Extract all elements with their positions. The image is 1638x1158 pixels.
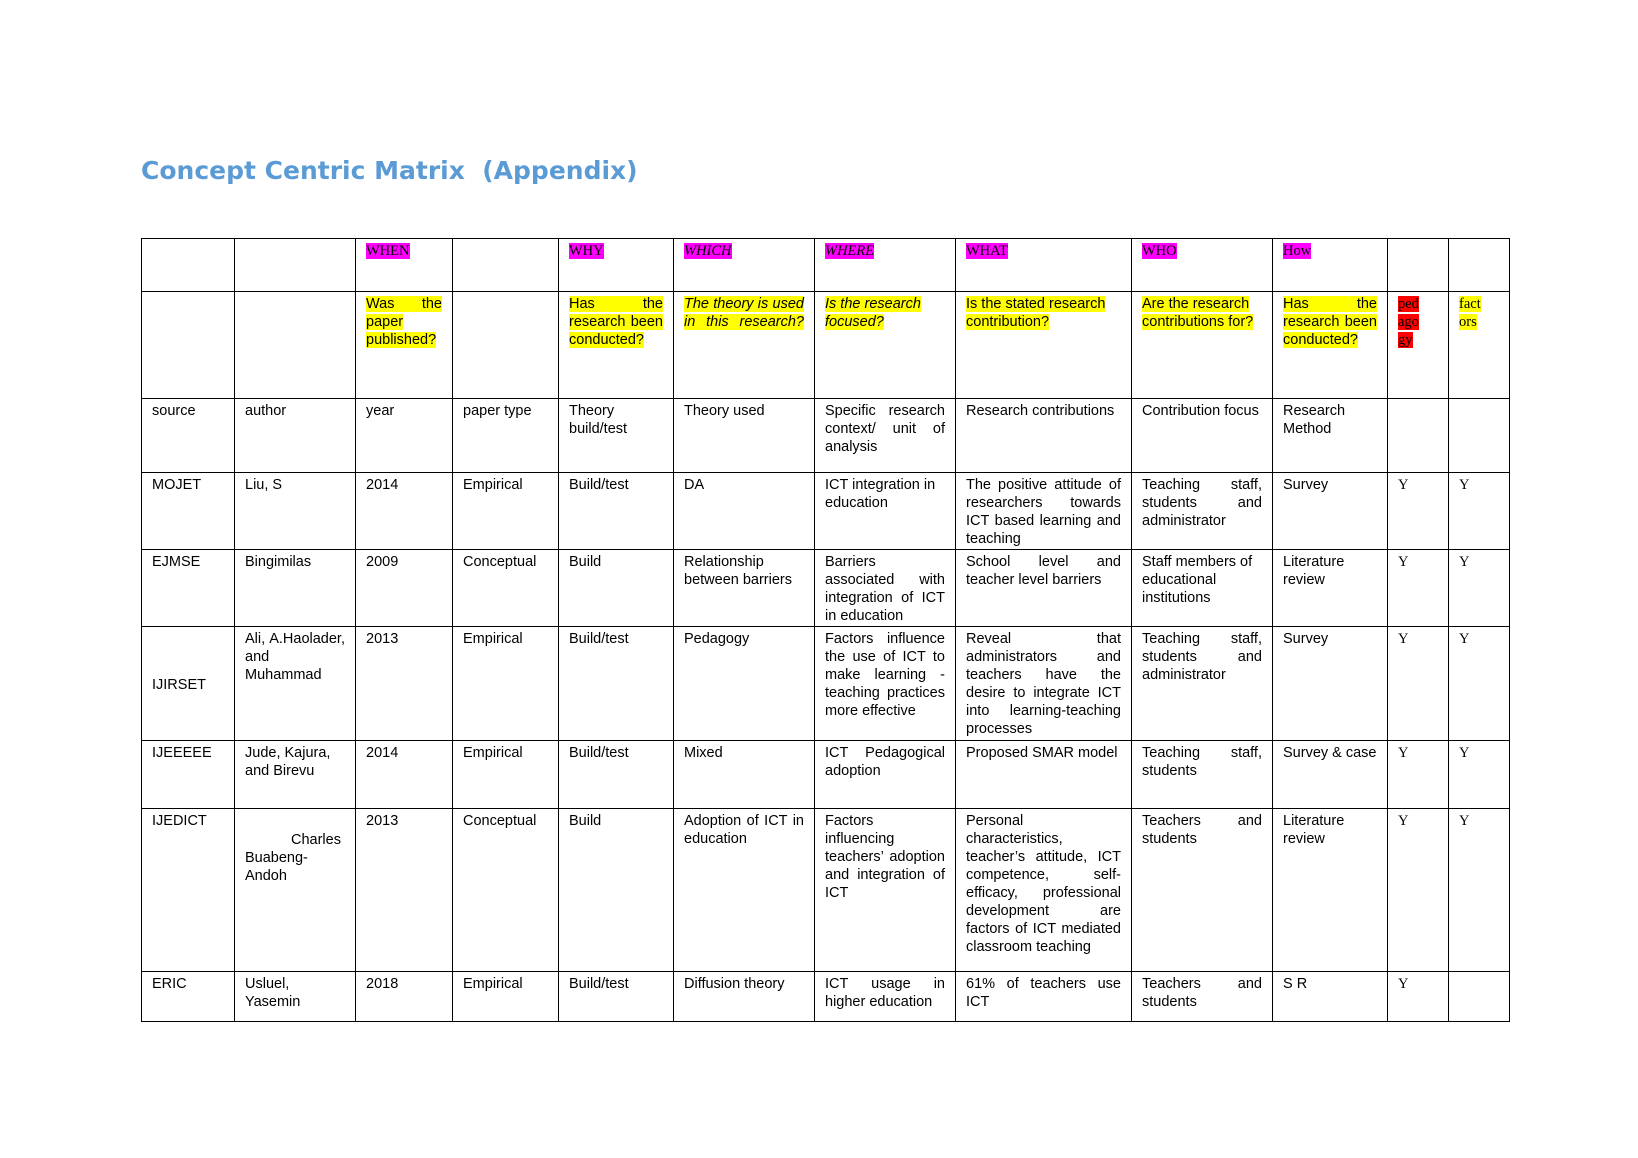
pedagogy-cell: Y — [1388, 473, 1449, 550]
theory-cell: Build — [559, 550, 674, 627]
col-contributions: Research contributions — [956, 399, 1132, 473]
theory-cell: Build/test — [559, 741, 674, 809]
table-row — [142, 550, 1510, 627]
factors-cell — [1449, 972, 1510, 1022]
type-cell: Conceptual — [453, 550, 559, 627]
context-cell: ICT integration in education — [815, 473, 956, 550]
contrib-cell: 61% of teachers use ICT — [956, 972, 1132, 1022]
header-what: WHAT — [956, 239, 1132, 292]
focus-cell: Teaching staff, students — [1132, 741, 1273, 809]
used-cell: Diffusion theory — [674, 972, 815, 1022]
col-author: author — [235, 399, 356, 473]
pedagogy-cell: Y — [1388, 550, 1449, 627]
author-cell: Jude, Kajura, and Birevu — [235, 741, 356, 809]
empty-cell — [142, 292, 235, 399]
focus-cell: Teachers and students — [1132, 972, 1273, 1022]
year-cell: 2009 — [356, 550, 453, 627]
empty-cell — [453, 239, 559, 292]
method-cell: Survey — [1273, 627, 1388, 741]
table-row — [142, 627, 1510, 741]
header-which: WHICH — [674, 239, 815, 292]
factors-cell: Y — [1449, 473, 1510, 550]
method-cell: S R — [1273, 972, 1388, 1022]
col-theory-used: Theory used — [674, 399, 815, 473]
subq-when: Was the paper published? — [356, 292, 453, 399]
col-paper-type: paper type — [453, 399, 559, 473]
year-cell: 2018 — [356, 972, 453, 1022]
year-cell: 2013 — [356, 627, 453, 741]
subq-how: Has the research been conducted? — [1273, 292, 1388, 399]
theory-cell: Build/test — [559, 473, 674, 550]
empty-cell — [235, 292, 356, 399]
context-cell: ICT usage in higher education — [815, 972, 956, 1022]
method-cell: Survey & case — [1273, 741, 1388, 809]
type-cell: Empirical — [453, 627, 559, 741]
context-cell: Factors influencing teachers’ adoption and integration of ICT — [815, 809, 956, 972]
context-cell: Factors influence the use of ICT to make learning - teaching practices more effective — [815, 627, 956, 741]
col-method: Research Method — [1273, 399, 1388, 473]
subq-factors: fact ors — [1449, 292, 1510, 399]
empty-cell — [1449, 239, 1510, 292]
subq-who: Are the research contributions for? — [1132, 292, 1273, 399]
method-cell: Survey — [1273, 473, 1388, 550]
author-cell: Ali, A.Haolader, and Muhammad — [235, 627, 356, 741]
col-context: Specific research context/ unit of analysis — [815, 399, 956, 473]
type-cell: Empirical — [453, 473, 559, 550]
author-cell: Charles Buabeng-Andoh — [235, 809, 356, 972]
contrib-cell: The positive attitude of researchers towards ICT based learning and teaching — [956, 473, 1132, 550]
empty-cell — [453, 292, 559, 399]
contrib-cell: Proposed SMAR model — [956, 741, 1132, 809]
empty-cell — [235, 239, 356, 292]
subquestion-row — [142, 292, 1510, 399]
used-cell: Pedagogy — [674, 627, 815, 741]
focus-cell: Teachers and students — [1132, 809, 1273, 972]
used-cell: Relationship between barriers — [674, 550, 815, 627]
col-year: year — [356, 399, 453, 473]
author-cell: Usluel, Yasemin — [235, 972, 356, 1022]
pedagogy-cell: Y — [1388, 741, 1449, 809]
theory-cell: Build — [559, 809, 674, 972]
factors-cell: Y — [1449, 741, 1510, 809]
context-cell: Barriers associated with integration of ICT in education — [815, 550, 956, 627]
column-header-row — [142, 399, 1510, 473]
source-cell: MOJET — [142, 473, 235, 550]
subq-pedagogy: ped ago gy — [1388, 292, 1449, 399]
source-cell: IJIRSET — [142, 627, 235, 741]
year-cell: 2013 — [356, 809, 453, 972]
theory-cell: Build/test — [559, 972, 674, 1022]
source-cell: IJEEEEE — [142, 741, 235, 809]
subq-what: Is the stated research contribution? — [956, 292, 1132, 399]
context-cell: ICT Pedagogical adoption — [815, 741, 956, 809]
focus-cell: Teaching staff, students and administrator — [1132, 473, 1273, 550]
subq-where: Is the research focused? — [815, 292, 956, 399]
type-cell: Empirical — [453, 741, 559, 809]
year-cell: 2014 — [356, 473, 453, 550]
col-focus: Contribution focus — [1132, 399, 1273, 473]
used-cell: Mixed — [674, 741, 815, 809]
theory-cell: Build/test — [559, 627, 674, 741]
focus-cell: Staff members of educational institutions — [1132, 550, 1273, 627]
contrib-cell: School level and teacher level barriers — [956, 550, 1132, 627]
year-cell: 2014 — [356, 741, 453, 809]
author-cell: Bingimilas — [235, 550, 356, 627]
source-cell: IJEDICT — [142, 809, 235, 972]
table-row — [142, 972, 1510, 1022]
method-cell: Literature review — [1273, 809, 1388, 972]
table-row — [142, 741, 1510, 809]
pedagogy-cell: Y — [1388, 627, 1449, 741]
method-cell: Literature review — [1273, 550, 1388, 627]
factors-cell: Y — [1449, 550, 1510, 627]
header-why: WHY — [559, 239, 674, 292]
header-how: How — [1273, 239, 1388, 292]
contrib-cell: Reveal that administrators and teachers have the desire to integrate ICT into learning-teaching processes — [956, 627, 1132, 741]
question-row — [142, 239, 1510, 292]
contrib-cell: Personal characteristics, teacher’s attitude, ICT competence, self-efficacy, professional development are factors of ICT mediated classroom teaching — [956, 809, 1132, 972]
used-cell: DA — [674, 473, 815, 550]
header-where: WHERE — [815, 239, 956, 292]
pedagogy-cell: Y — [1388, 809, 1449, 972]
author-cell: Liu, S — [235, 473, 356, 550]
concept-matrix-table — [141, 238, 1510, 1022]
col-source: source — [142, 399, 235, 473]
header-when: WHEN — [356, 239, 453, 292]
type-cell: Conceptual — [453, 809, 559, 972]
factors-cell: Y — [1449, 627, 1510, 741]
factors-cell: Y — [1449, 809, 1510, 972]
subq-which: The theory is used in this research? — [674, 292, 815, 399]
type-cell: Empirical — [453, 972, 559, 1022]
subq-why: Has the research been conducted? — [559, 292, 674, 399]
focus-cell: Teaching staff, students and administrator — [1132, 627, 1273, 741]
page-title: Concept Centric Matrix (Appendix) — [141, 156, 638, 185]
used-cell: Adoption of ICT in education — [674, 809, 815, 972]
source-cell: EJMSE — [142, 550, 235, 627]
empty-cell — [1388, 399, 1449, 473]
empty-cell — [1388, 239, 1449, 292]
empty-cell — [1449, 399, 1510, 473]
source-cell: ERIC — [142, 972, 235, 1022]
table-row — [142, 809, 1510, 972]
col-theory: Theory build/test — [559, 399, 674, 473]
empty-cell — [142, 239, 235, 292]
table-row — [142, 473, 1510, 550]
header-who: WHO — [1132, 239, 1273, 292]
pedagogy-cell: Y — [1388, 972, 1449, 1022]
